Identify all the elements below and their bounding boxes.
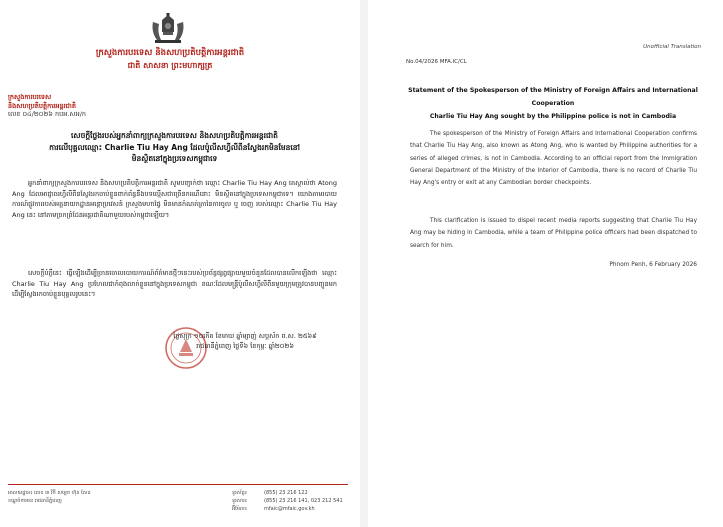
fax-value: (855) 23 216 141, 023 212 541 bbox=[264, 498, 343, 504]
place-date: រាជធានីភ្នំពេញ ថ្ងៃទី៦ ខែកុម្ភៈ ឆ្នាំ២០២៦ bbox=[196, 342, 294, 350]
royal-coat-of-arms-icon bbox=[149, 12, 187, 46]
lunar-date: ថ្ងៃសុក្រ ១០កើត ខែមាឃ ឆ្នាំម្សាញ់ សប្តស័ក ព.ស. ២៥៦៩ bbox=[173, 332, 317, 340]
footer-divider bbox=[8, 484, 348, 485]
footer-contacts bbox=[232, 489, 343, 513]
title-line-1: សេចក្តីថ្លែងរបស់អ្នកនាំពាក្យក្រសួងការបរទេស និងសហប្រតិបត្តិការអន្តរជាតិ bbox=[71, 131, 278, 140]
paragraph-text: អ្នកនាំពាក្យក្រសួងការបរទេស និងសហប្រតិបត្តិការអន្តរជាតិ សូមបញ្ជាក់ថា ឈ្មោះ Charlie Tiu Hay Ang គេស្គាល់ថា Atong Ang ដែលអាជ្ញាធរហ្វីលីពីនស្វែងរកចាប់ខ្លួនពាក់ព័ន្ធនឹងបទល្មើសជាច្រើនករណីនោះ មិនស្ថិតនៅក្នុងប្រទេសកម្ពុជាទេ។ យោងតាមរបាយការណ៍ផ្លូវការរបស់អគ្គនាយកដ្ឋានអន្តោប្រវេសន៍ ក្រសួងមហាផ្ទៃ មិនមានកំណត់ត្រានៃការចូល ឬ ចេញ របស់ឈ្មោះ Charlie Tiu Hay Ang នេះ នៅតាមច្រកព្រំដែនអន្តរជាតិណាមួយរបស់កម្ពុជាឡើយ។ bbox=[12, 179, 337, 219]
tel-label: ទូរស័ព្ទ៖ bbox=[232, 490, 247, 496]
tel-value: (855) 23 216 122 bbox=[264, 490, 308, 496]
footer-address bbox=[8, 489, 91, 505]
reference-number: No.04/2026 MFA.IC/CL bbox=[406, 59, 467, 65]
title-line-3: មិនស្ថិតនៅក្នុងប្រទេសកម្ពុជាទេ bbox=[131, 154, 218, 163]
body-paragraph bbox=[12, 268, 337, 300]
place-date: Phnom Penh, 6 February 2026 bbox=[609, 262, 697, 268]
ministry-name: ក្រសួងការបរទេស និងសហប្រតិបត្តិការអន្តរជាតិ bbox=[95, 48, 245, 58]
kingdom-motto: ជាតិ សាសនា ព្រះមហាក្សត្រ bbox=[127, 60, 213, 70]
statement-title bbox=[12, 130, 337, 165]
statement-title bbox=[408, 84, 698, 123]
email-label: អ៊ីម៉ែល៖ bbox=[232, 506, 247, 512]
department-line-2: និងសហប្រតិបត្តិការអន្តរជាតិ bbox=[8, 102, 76, 110]
department-heading bbox=[8, 93, 76, 111]
email-value: mfaic@mfaic.gov.kh bbox=[264, 506, 315, 512]
page-gutter bbox=[360, 0, 368, 527]
fax-label: ទូរសារ៖ bbox=[232, 498, 247, 504]
title-line-2: ការលើបុគ្គលឈ្មោះ Charlie Tiu Hay Ang ដែលប៉ូលីសហ្វីលីពីនស្វែងរកមិនមែននៅ bbox=[49, 142, 300, 152]
reference-number: លេខ ០៤/២០២៦ កបអ.សអ/ក bbox=[8, 110, 87, 118]
body-paragraph bbox=[410, 128, 697, 189]
english-page bbox=[368, 0, 723, 527]
body-paragraph bbox=[410, 215, 697, 252]
paragraph-text: សេចក្តីបំភ្លឺនេះ ធ្វើឡើងដើម្បីច្រានចោលរបាយការណ៍ព័ត៌មានថ្មីៗនេះរបស់ប្រព័ន្ធផ្សព្វផ្សាយមួយចំនួនដែលបានលើកឡើងថា ឈ្មោះ Charlie Tiu Hay Ang ប្រហែលជាកំពុងលាក់ខ្លួននៅក្នុងប្រទេសកម្ពុជា ខណៈដែលមន្ត្រីប៉ូលីសហ្វីលីពីនមួយក្រុមត្រូវបានបញ្ជូនមកដើម្បីស្វែងរកចាប់ខ្លួនបុគ្គលរូបនេះ។ bbox=[12, 269, 337, 298]
khmer-page bbox=[0, 0, 360, 527]
department-line-1: ក្រសួងការបរទេស bbox=[8, 93, 52, 101]
address-line-2: ខណ្ឌចំការមន រាជធានីភ្នំពេញ bbox=[8, 498, 62, 504]
title-line-2: Charlie Tiu Hay Ang sought by the Philippine police is not in Cambodia bbox=[429, 113, 677, 120]
date-block bbox=[150, 331, 340, 351]
paragraph-text: This clarification is issued to dispel recent media reports suggesting that Charlie Tiu Hay Ang may be hiding in Cambodia, while a team of Philippine police officers had been dispatched to search for him. bbox=[410, 218, 697, 249]
body-paragraph bbox=[12, 178, 337, 220]
unofficial-translation-label: Unofficial Translation bbox=[643, 44, 701, 50]
title-line-1: Statement of the Spokesperson of the Ministry of Foreign Affairs and International Cooperation bbox=[408, 87, 698, 107]
address-line-1: អាសយដ្ឋាន៖ លេខ ៣ វិថី សម្តេច ហ៊ុន សែន bbox=[8, 490, 91, 496]
paragraph-text: The spokesperson of the Ministry of Foreign Affairs and International Cooperation confirms that Charlie Tiu Hay Ang, also known as Atong Ang, who is wanted by Philippine authorities for a series of alleged crimes, is not in Cambodia. According to an official report from the Immigration General Department of the Ministry of the Interior of Cambodia, there is no record of Charlie Tiu Hay Ang's entry or exit at any Cambodian border checkpoints. bbox=[410, 131, 697, 187]
